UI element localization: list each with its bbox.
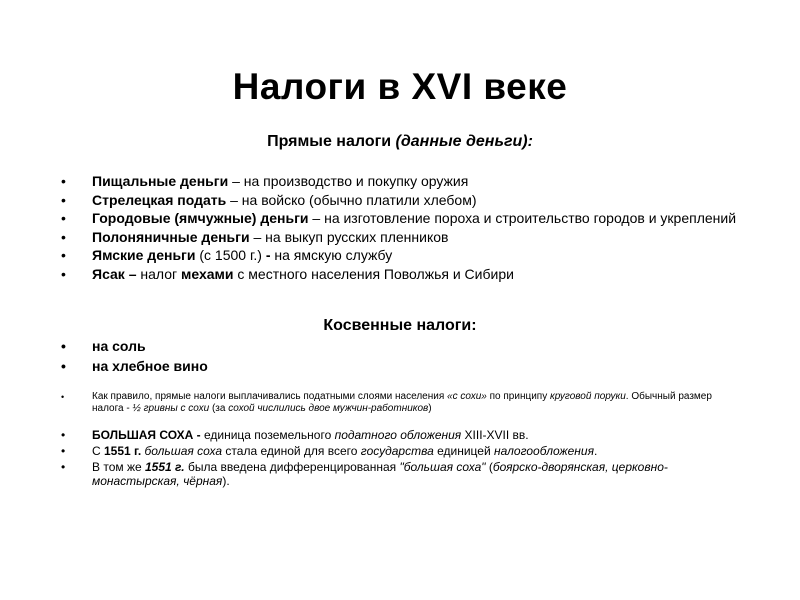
italic-text: "большая соха" (399, 460, 486, 474)
tax-emphasis: мехами (181, 265, 234, 282)
list-item (92, 210, 742, 227)
list-item (92, 173, 742, 190)
tax-desc: на ямскую службу (270, 247, 393, 263)
tax-name: Ямские деньги (92, 247, 196, 263)
direct-taxes-list (92, 173, 742, 284)
italic-text: государства (360, 444, 434, 458)
direct-heading-italic: (данные деньги): (395, 133, 533, 150)
list-item (92, 391, 732, 415)
tax-desc: налог (136, 265, 182, 282)
collection-note (92, 391, 732, 415)
tax-name: Полоняничные деньги (92, 228, 250, 245)
text: XIII-XVII вв. (461, 428, 529, 442)
text: С (92, 444, 104, 458)
text: была введена дифференцированная (184, 460, 400, 474)
list-item (92, 428, 732, 442)
tax-desc: – на производство и покупку оружия (228, 173, 469, 189)
list-item (92, 444, 732, 458)
text: В том же (92, 460, 145, 474)
tax-name: Пищальные деньги (92, 173, 229, 189)
italic-text: большая соха (141, 444, 223, 458)
tax-desc: (с 1500 г.) (195, 247, 266, 263)
list-item (92, 229, 742, 246)
italic-text: податного обложения (334, 428, 462, 442)
tax-dash: - (265, 247, 271, 263)
note-text: . Обычный размер налога - (92, 391, 712, 414)
italic-text: боярско-дворянская, церковно-монастырская, чёрная (92, 460, 668, 488)
note-text: ) (428, 403, 432, 414)
indirect-taxes-list (92, 338, 208, 378)
year: 1551 г. (145, 460, 185, 474)
text: ( (485, 460, 493, 474)
list-item (92, 460, 732, 488)
year: 1551 г. (104, 444, 142, 458)
text: единица поземельного (200, 428, 335, 442)
slide-title: Налоги в XVI веке (232, 66, 568, 107)
indirect-taxes-heading: Косвенные налоги: (323, 317, 477, 334)
text: ). (222, 474, 230, 488)
tax-desc: – на войско (обычно платили хлебом) (226, 191, 477, 208)
term: БОЛЬШАЯ СОХА - (92, 428, 201, 442)
text: . (594, 444, 598, 458)
tax-desc: – на выкуп русских пленников (249, 228, 449, 245)
tax-desc: с местного населения Поволжья и Сибири (233, 265, 514, 282)
direct-taxes-heading (0, 133, 800, 151)
big-sokha-list (92, 428, 732, 490)
list-item (92, 266, 742, 283)
tax-name: Городовые (ямчужные) деньги (92, 210, 309, 226)
text: стала единой для всего (222, 444, 361, 458)
direct-heading-main: Прямые налоги (267, 133, 396, 150)
note-text: (за (209, 403, 229, 414)
note-italic: круговой поруки (549, 391, 626, 402)
tax-name: Стрелецкая подать (92, 191, 227, 208)
list-item: • на хлебное вино (92, 358, 208, 375)
note-italic: ½ гривны с сохи (132, 403, 210, 414)
note-italic: сохой числились двое мужчин-работников (228, 403, 429, 414)
text: единицей (433, 444, 494, 458)
italic-text: налогообложения (494, 444, 594, 458)
note-italic: «с сохи» (447, 391, 487, 402)
note-text: по принципу (486, 391, 550, 402)
list-item (92, 192, 742, 209)
tax-name: Ясак – (92, 265, 137, 282)
list-item: • на соль (92, 338, 208, 355)
list-item (92, 247, 742, 264)
tax-desc: – на изготовление пороха и строительство городов и укреплений (308, 210, 737, 226)
note-text: Как правило, прямые налоги выплачивались податными слоями населения (92, 391, 448, 402)
